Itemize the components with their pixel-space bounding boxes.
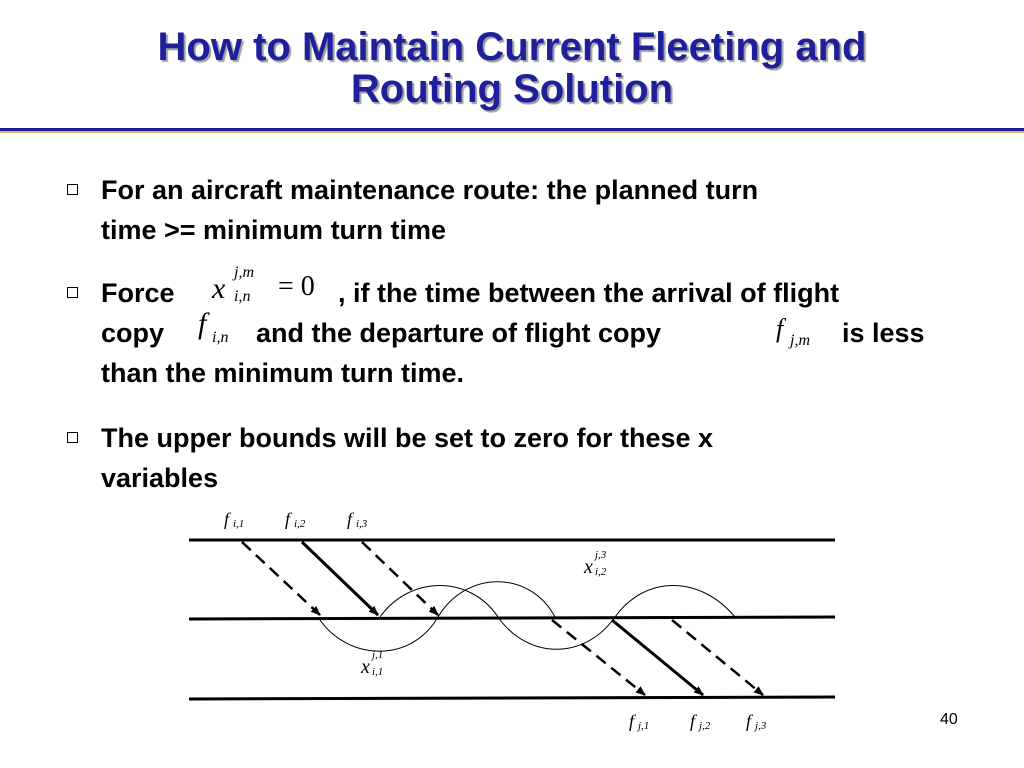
bullet-2-force: Force: [101, 278, 175, 308]
flight-arc-i1: [242, 542, 320, 615]
flight-arc-j3: [672, 620, 763, 695]
equation-var: x: [212, 272, 226, 305]
bullet-1-line-2: time >= minimum turn time: [101, 215, 447, 245]
bullet-2-is-less: is less: [842, 318, 925, 348]
bullet-2-middle: and the departure of flight copy: [256, 318, 662, 348]
bullet-2-line-3: than the minimum turn time.: [101, 358, 465, 388]
label-f-i3: f i,3: [347, 509, 368, 530]
flight-arc-j1: [552, 620, 645, 695]
label-f-j2: f j,2: [690, 711, 711, 732]
label-x-i2-j3: x j,3 i,2: [584, 549, 607, 578]
bullet-3-line-1: The upper bounds will be set to zero for these x: [101, 423, 714, 453]
flight-arc-i3: [362, 542, 438, 615]
title-line-2: Routing Solution: [350, 67, 674, 111]
inline-f-jm-sub: j,m: [790, 332, 810, 349]
title-line-1: How to Maintain Current Fleeting and: [157, 25, 867, 69]
equation-rhs: = 0: [278, 271, 315, 302]
flight-arc-j2: [612, 620, 703, 695]
bullet-2-copy: copy: [101, 318, 165, 348]
inline-f-in-var: f: [198, 307, 207, 340]
label-f-i1: f i,1: [224, 509, 245, 530]
bullet-2-after-equation: , if the time between the arrival of flight: [338, 278, 840, 308]
inline-f-jm-var: f: [776, 314, 784, 343]
equation-sub: i,n: [234, 288, 251, 305]
label-f-j1: f j,1: [629, 711, 650, 732]
label-f-i2: f i,2: [285, 509, 306, 530]
bullet-3-line-2: variables: [101, 463, 219, 493]
bullet-1-line-1: For an aircraft maintenance route: the planned turn: [101, 175, 759, 205]
timeline-middle: [189, 617, 835, 619]
label-f-j3: f j,3: [746, 711, 767, 732]
flight-arc-i2: [302, 542, 378, 615]
inline-f-in-sub: i,n: [212, 329, 229, 346]
label-x-i1-j1: x j,1 i,1: [361, 649, 384, 678]
timeline-bottom: [189, 697, 835, 699]
equation-sup: j,m: [234, 264, 254, 281]
page-number: 40: [940, 711, 958, 728]
